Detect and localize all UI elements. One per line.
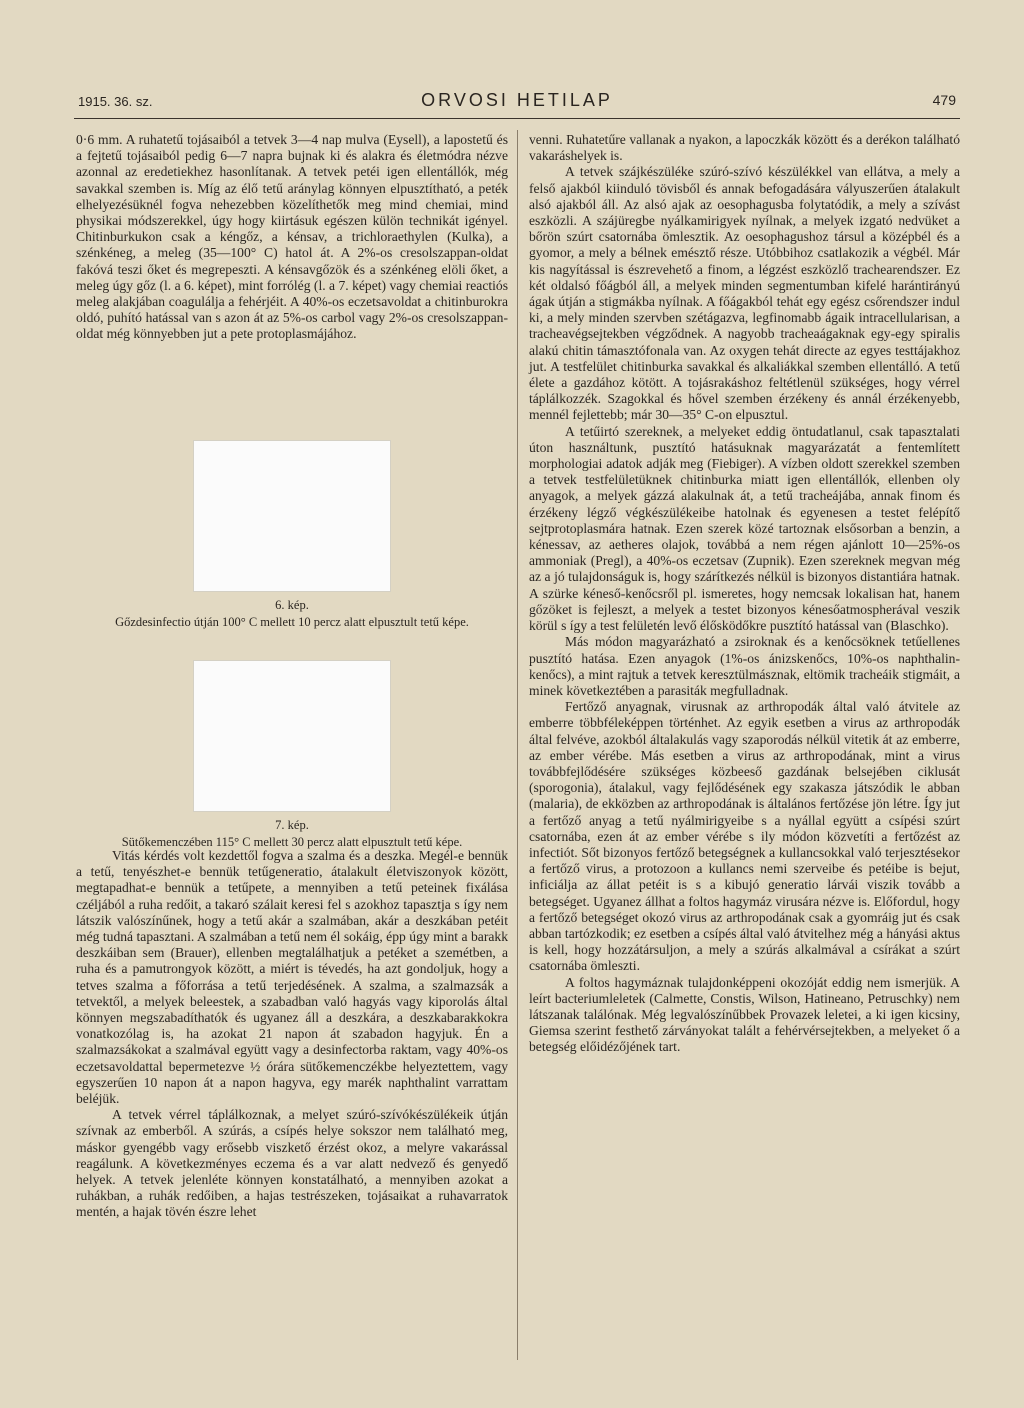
figure-6 (76, 440, 508, 630)
paragraph: Fertőző anyagnak, virusnak az arthropodák által való átvitele az emberre többféleképpen történhet. Az egyik esetben a virus az arthropodák által felvéve, azokból általakulás vagy szaporodás nélkül vitetik át az emberre, az ember vérébe. Más esetben a virus az arthropodának, mint a virus továbbfejlődésére szükséges közbeeső gazdának belsejében ciklusát (sporogonia), átalakul, vagy fejlődésének egy szakasza játszódik le abban (malaria), de ekközben az arthropodának is általános fertőzése jön létre. Így jut a fertőző anyag a tetű nyálmirigyeibe s a nyállal együtt a csípési szúrt csatornába, ezen át az ember vérébe s ily módon közvetíti a fertőzést az infectiót. Sőt bizonyos fertőző betegségnek a kullancsokkal való terjesztésekor a fertőző virus, a protozoon a kullancs nemi szerveibe és petéibe is bejut, inficiálja az állat petéit is s a kibujó generatio lárvái viszik tovább a betegséget. Ugyanez állhat a foltos hagymáz virusára nézve is. Előfordul, hogy a fertőző betegséget okozó virus az arthropodának csak a gyomráig jut és csak abban tartózkodik; ez esetben a csípés által való átvitelhez még a hányási aktus is kell, hogy hozzátársuljon, a mely a szúrás alkalmával a csírákat a szúrt csatornába ömleszti. (529, 699, 960, 974)
journal-title: ORVOSI HETILAP (421, 90, 613, 110)
figure-7-image (193, 660, 391, 812)
paragraph: A tetvek szájkészüléke szúró-szívó készülékkel van ellátva, a mely a felső ajakból kiinduló tövisből és annak befogadására vályuszerűen átalakult alsó ajakból áll. Az alsó ajak az oesophagusba folytatódik, a mely a szívást eszközli. A szájüregbe nyálkamirigyek nyílnak, a melyek izgató nedvüket a bőrön szúrt csatornába ömlesztik. Az oesophagushoz társul a középbél és a gyomor, a mely a bélnek emésztő része. Utóbbihoz csatlakozik a végbél. Már kis nagyítással is észrevehető a finom, a légzést eszközlő trachearendszer. Ez két oldalsó főágból áll, a melyek minden segmentumban kifelé harántirányú ágak útján a stigmákba nyílnak. A főágakból tehát egy egész csőrendszer indul ki, a mely minden szervben szétágazva, legfinomabb ágaik intracellularisan, a tracheavégsejtekben végződnek. A nagyobb tracheaágaknak egy-egy spiralis alakú chitin támasztófonala van. Az oxygen tehát directe az egyes testtájakhoz jut. A testfelület chitinburka savakkal és alkaliákkal szemben ellentálló. A tetű élete a gazdához kötött. A tojásrakáshoz feltétlenül szükséges, hogy vérrel táplálkozzék. Szagokkal és hővel szemben érzékeny és annál érzékenyebb, mennél fejlettebb; már 30—35° C-on elpusztul. (529, 164, 960, 423)
paragraph: A tetűirtó szereknek, a melyeket eddig öntudatlanul, csak tapasztalati úton használtunk, pusztító hatásuknak magyarázatát a fentemlített morphologiai adatok adják meg (Fiebiger). A vízben oldott szerekkel szemben a tetvek testfelületüknek chitinburka miatt igen ellentállók, ellenben oly anyagok, a melyek gázzá alakulnak át, a tetű tracheájába, annak finom és érzékeny légző végkészülékeibe hatolnak és egyenesen a testet felépítő sejtprotoplasmára hatnak. Ezen szerek közé tartoznak elsősorban a benzin, a kénessav, az aetheres olajok, továbbá a nem régen ajánlott 10—25%-os ammoniak (Pregl), a 40%-os eczetsav (Zupnik). Ezen szereknek megvan még az a jó tulajdonságuk is, hogy szárítkezés nélkül is bizonyos distantiára hatnak. A szürke kéneső-kenőcsről pl. ismeretes, hogy nemcsak lokalisan hat, hanem gőzöket is fejleszt, a melyek a testet bizonyos kénesőatmospherával veszik körül s így a test felületén levő élősködőkre pusztító hatással van (Blaschko). (529, 423, 960, 634)
issue-number: 1915. 36. sz. (78, 94, 153, 109)
paragraph: venni. Ruhatetűre vallanak a nyakon, a lapoczkák között és a derékon található vakaráshelyek is. (529, 132, 960, 164)
figure-7-label: 7. kép. (275, 818, 309, 832)
paragraph: A foltos hagymáznak tulajdonképpeni okozóját eddig nem ismerjük. A leírt bacteriumleletek (Calmette, Constis, Wilson, Hatineano, Petruschky) nem látszanak találónak. Még legvalószínűbbek Provazek leletei, a ki igen kicsiny, Giemsa szerint festhető zárványokat talált a fehérvérsejtekben, a melyeket ő a betegség előidézőjének tart. (529, 974, 960, 1055)
figure-6-label: 6. kép. (275, 598, 309, 612)
figure-6-image (193, 440, 391, 592)
left-column-top (76, 132, 508, 343)
page-number: 479 (932, 92, 956, 108)
page-header (74, 92, 960, 119)
figure-6-caption: Gőzdesinfectio útján 100° C mellett 10 percz alatt elpusztult tetű képe. (115, 615, 469, 629)
figure-7-caption: Sütőkemenczében 115° C mellett 30 percz alatt elpusztult tetű képe. (121, 835, 463, 849)
right-column (529, 132, 960, 1056)
paragraph: Más módon magyarázható a zsiroknak és a kenőcsöknek tetűellenes pusztító hatása. Ezen anyagok (1%-os ánizskenőcs, 10%-os naphthalin-kenőcs), a mint rajtuk a tetvek keresztülmásznak, eltömik tracheáik stigmáit, a minek következtében a parasiták megfulladnak. (529, 634, 960, 698)
paragraph: Vitás kérdés volt kezdettől fogva a szalma és a deszka. Megél-e bennük a tetű, tenyészhet-e bennük tetűgeneratio, átalakult életviszonyok között, megtapadhat-e bennük a tetűpete, a mennyiben a tetű peteinek fixálása czéljából a ruha redőit, a takaró szálait keresi fel s azokhoz tapasztja s így nem látszik valószínűnek, hogy a tetű akár a szalmában, akár a deszkában petéit még tudná tapasztani. A szalmában a tetű nem él sokáig, épp úgy mint a barakk deszkáiban sem (Brauer), ellenben megtalálhatjuk a petéket a szemétben, a ruha és a pamutrongyok között, a miért is tévedés, ha azt gondoljuk, hogy a tetves szalma a főforrása a tetű terjedésének. A szalma, a szalmazsák a tetvektől, a melyek beleestek, a szabadban való hagyás vagy kiporolás által könnyen megszabadíthatók és ugyanez áll a deszkára, a deszkabarakkokra vonatkozólag is, ha azokat 21 napon át szabadon hagyjuk. Én a szalmazsákokat a szalmával együtt vagy a desinfectorba raktam, vagy 40%-os eczetsavoldattal bepermetezve ½ órára sütőkemenczékbe helyeztettem, vagy egyszerűen 10 napon át a napon hagyva, egy marék naphthalint varrattam beléjük. (76, 848, 508, 1107)
column-divider (517, 130, 518, 1360)
left-column-bottom (76, 848, 508, 1221)
paragraph: A tetvek vérrel táplálkoznak, a melyet szúró-szívókészülékeik útján szívnak az emberből. A szúrás, a csípés helye sokszor nem található meg, máskor gyengébb vagy erősebb viszkető érzést okoz, a melyre vakarással reagálunk. A következményes eczema és a var alatt nedvező és genyedő helyek. A tetvek jelenléte könnyen konstatálható, a mennyiben azokat a ruhákban, a ruhák redőiben, a hajas testrészeken, tojásaikat a ruhavarratok mentén, a hajak tövén észre lehet (76, 1107, 508, 1220)
paragraph: 0·6 mm. A ruhatetű tojásaiból a tetvek 3—4 nap mulva (Eysell), a lapostetű és a fejtetű tojásaiból pedig 6—7 napra bujnak ki és alakra és életmódra nézve azonnal az eredetiekhez hasonlítanak. A tetvek petéi igen ellentállók, még savakkal szemben is. Míg az élő tetű aránylag könnyen elpusztítható, a peték elhelyezésüknél fogva nehezebben közelíthetők meg mind chemiai, mind physikai módszerekkel, úgy hogy kiirtásuk egészen külön technikát igényel. Chitinburkukon csak a kéngőz, a kénsav, a trichloraethylen (Kulka), a szénkéneg, a meleg (35—100° C) hatol át. A 2%-os cresolszappan-oldat fakóvá teszi őket és megrepeszti. A kénsavgőzök és a szénkéneg elöli őket, a meleg úgy gőz (l. a 6. képet), mint forrólég (l. a 7. képet) vagy chemiai reactiós meleg alakjában coagulálja a fehérjéit. A 40%-os eczetsavoldat a chitinburokra oldó, puhító hatással van s azon át az 5%-os carbol vagy 2%-os cresolszappan-oldat még könnyebben jut a pete protoplasmájához. (76, 132, 508, 342)
figure-7 (76, 660, 508, 850)
